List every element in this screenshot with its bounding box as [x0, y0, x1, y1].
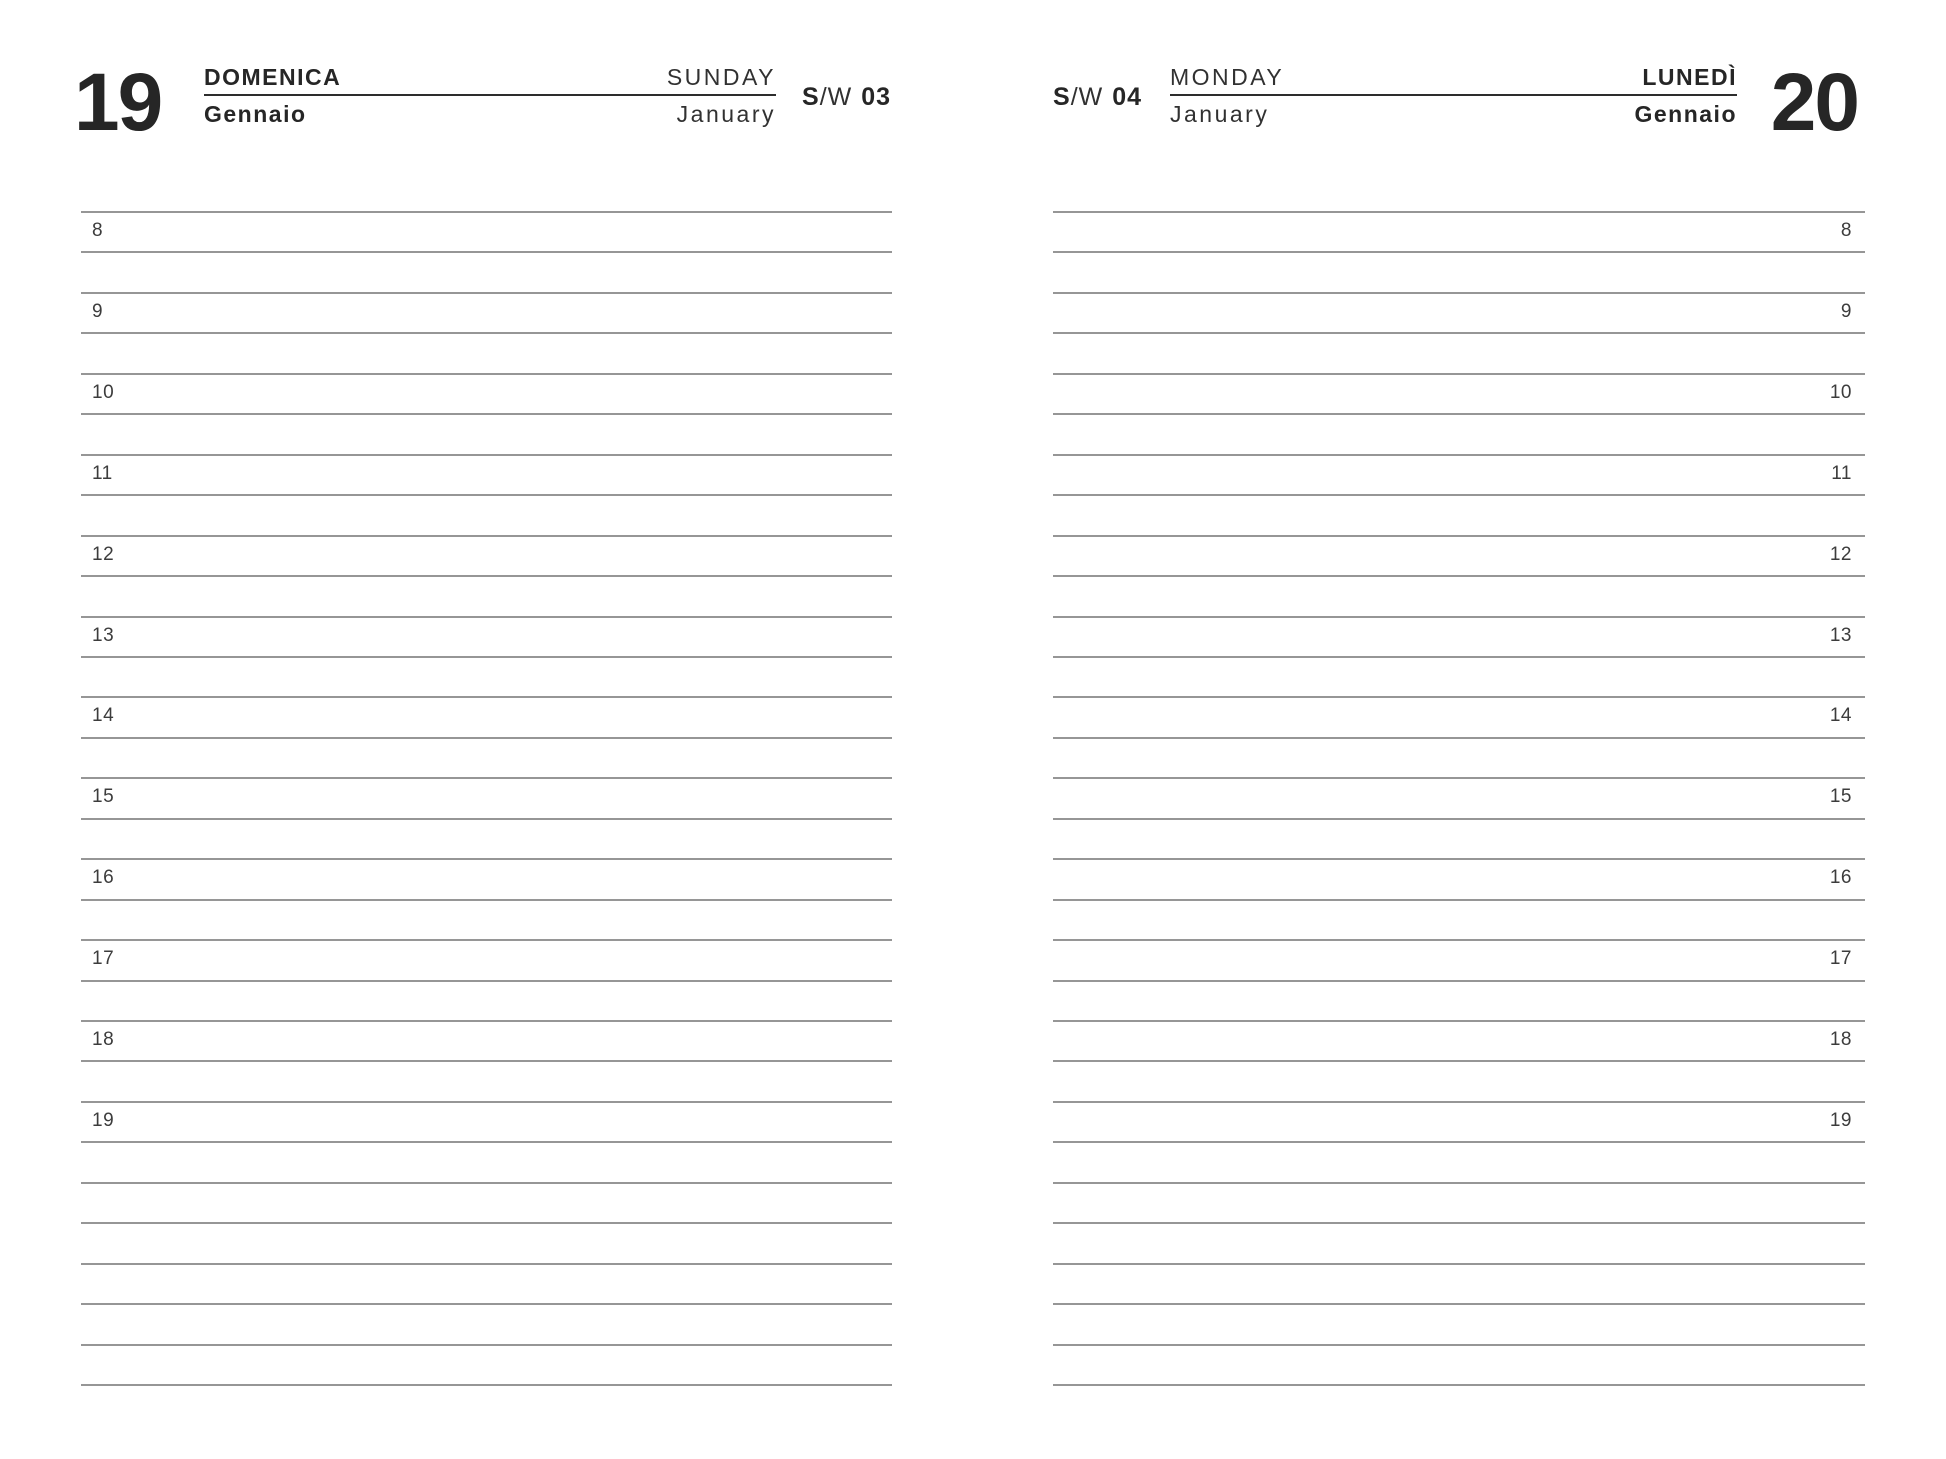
hour-label: 15: [1829, 786, 1852, 808]
grid-line: [1053, 413, 1865, 415]
hour-label: 19: [1829, 1109, 1852, 1131]
grid-line: [1053, 1263, 1865, 1265]
left-page-grid: [81, 211, 892, 1386]
grid-line: [81, 494, 892, 496]
grid-line: [81, 818, 892, 820]
grid-line: [1053, 332, 1865, 334]
grid-line: [81, 332, 892, 334]
right-header-row-primary: [1170, 64, 1737, 96]
left-week-number: [802, 85, 891, 110]
grid-line: [81, 1222, 892, 1224]
grid-line: [81, 413, 892, 415]
hour-label: 14: [1829, 705, 1852, 727]
grid-line: [1053, 251, 1865, 253]
right-month-english: January: [1170, 101, 1270, 127]
right-page-header: [1170, 64, 1737, 128]
grid-line: [1053, 656, 1865, 658]
hour-label: 10: [92, 381, 115, 403]
left-page-header: [204, 64, 776, 128]
grid-line: [81, 1263, 892, 1265]
grid-line: [81, 251, 892, 253]
hour-label: 13: [1829, 624, 1852, 646]
grid-line: [1053, 818, 1865, 820]
week-value: 04: [1112, 83, 1143, 111]
left-month-english: January: [676, 101, 776, 127]
hour-label: 11: [1831, 462, 1852, 484]
grid-line: [81, 1060, 892, 1062]
hour-label: 18: [1829, 1029, 1852, 1050]
grid-line: [81, 1182, 892, 1184]
grid-line: [1053, 899, 1865, 901]
grid-line: [81, 1384, 892, 1386]
grid-line: [1053, 1141, 1865, 1143]
hour-label: 17: [1829, 948, 1852, 970]
left-weekday-italian: DOMENICA: [204, 64, 342, 90]
left-weekday-english: SUNDAY: [666, 64, 776, 90]
grid-line: [81, 899, 892, 901]
grid-line: [81, 1303, 892, 1305]
hour-label: 8: [92, 220, 104, 241]
hour-label: 12: [92, 543, 115, 565]
grid-line: [1053, 1182, 1865, 1184]
grid-line: [81, 1141, 892, 1143]
hour-label: 12: [1829, 543, 1852, 565]
grid-line: [81, 737, 892, 739]
grid-line: [1053, 1303, 1865, 1305]
right-month-italian: Gennaio: [1634, 101, 1737, 127]
grid-line: [1053, 1222, 1865, 1224]
grid-line: [81, 1344, 892, 1346]
week-separator: /W: [1070, 83, 1104, 111]
right-weekday-english: MONDAY: [1170, 64, 1285, 90]
grid-line: [1053, 1344, 1865, 1346]
grid-line: [1053, 494, 1865, 496]
hour-label: 19: [92, 1109, 115, 1131]
hour-label: 17: [92, 948, 115, 970]
left-header-row-primary: [204, 64, 776, 96]
grid-line: [1053, 1060, 1865, 1062]
right-header-row-secondary: [1170, 96, 1737, 128]
hour-label: 15: [92, 786, 115, 808]
grid-line: [81, 980, 892, 982]
hour-label: 16: [92, 867, 115, 889]
left-header-row-secondary: [204, 96, 776, 128]
week-value: 03: [861, 83, 892, 111]
grid-line: [1053, 737, 1865, 739]
grid-line: [81, 656, 892, 658]
hour-label: 14: [92, 705, 115, 727]
hour-label: 9: [92, 300, 104, 322]
right-day-number: 20: [1770, 57, 1858, 148]
grid-line: [1053, 980, 1865, 982]
grid-line: [81, 575, 892, 577]
right-week-number: [1053, 85, 1142, 110]
week-prefix: S: [1053, 83, 1071, 111]
left-day-number: 19: [74, 57, 162, 148]
hour-label: 18: [92, 1029, 115, 1050]
week-separator: /W: [819, 83, 853, 111]
hour-label: 16: [1829, 867, 1852, 889]
grid-line: [1053, 1384, 1865, 1386]
right-weekday-italian: LUNEDÌ: [1642, 64, 1737, 90]
grid-line: [1053, 575, 1865, 577]
hour-label: 9: [1840, 300, 1852, 322]
hour-label: 8: [1840, 220, 1852, 241]
right-page-grid: [1053, 211, 1865, 1386]
hour-label: 11: [92, 462, 113, 484]
week-prefix: S: [802, 83, 820, 111]
hour-label: 13: [92, 624, 115, 646]
hour-label: 10: [1829, 381, 1852, 403]
left-month-italian: Gennaio: [204, 101, 307, 127]
